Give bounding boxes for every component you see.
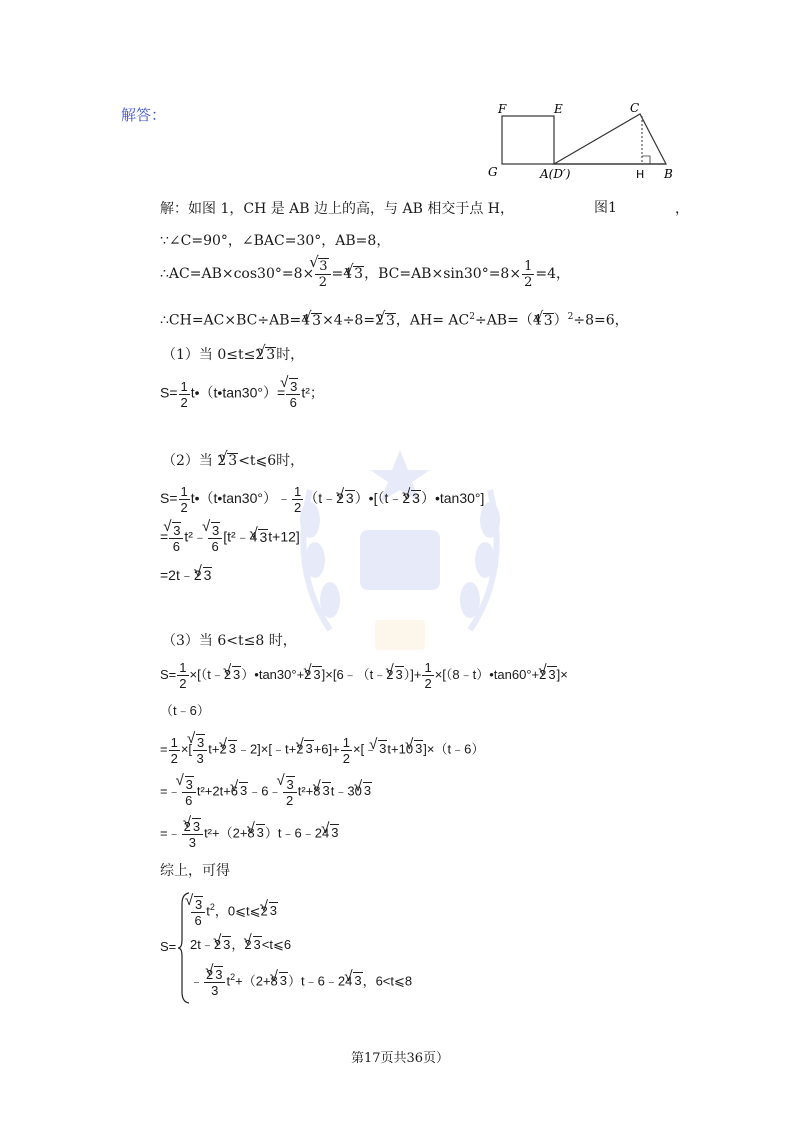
case1-equation: S= $\frac{1}{2}$ t•（t•tan30°）= √ $\frac{3}{6}$ t²； xyxy=(160,378,324,410)
text-line-1-comma: ， xyxy=(675,201,689,217)
label-B: B xyxy=(664,167,673,181)
text-line-3: ∴AC=AB×cos30°=8× √ $\frac{3}{2}$ =4√ 3，BC=AB×sin30°=8× $\frac{1}{2}$ =4， xyxy=(160,258,570,290)
case2-equation-1: S= $\frac{1}{2}$ t•（t•tan30°）﹣ $\frac{1}{2}$ （t﹣2√ 3）•[（t﹣2√ 3）•tan30°] xyxy=(160,484,484,515)
case3-equation-2: = $\frac{1}{2}$ ×[ √ $\frac{3}{3}$ t+2√ 3﹣2]×[﹣t+2√ 3+6]+ $\frac{1}{2}$ ×[﹣√ 3t+10√ 3]×（t﹣6） xyxy=(160,734,484,766)
label-A: A(D′) xyxy=(540,167,571,181)
page-footer: 第17页共36页） xyxy=(350,1051,450,1066)
label-F: F xyxy=(498,102,507,116)
piecewise-case-3: ﹣ $\frac{2√ 3}{3}$ $t^2+(2+8√$ 3）t﹣6﹣24√ 3，6<t⩽8 xyxy=(190,966,412,998)
piecewise-case-2: 2t﹣2√ 3，2√ 3<t⩽6 xyxy=(190,936,291,954)
text-line-1: 解：如图 1，CH 是 AB 边上的高，与 AB 相交于点 H， xyxy=(160,201,514,217)
piecewise-s-label: S= xyxy=(160,939,177,954)
case1-heading: （1）当 0≤t≤2√ 3时， xyxy=(162,346,304,364)
label-H: H xyxy=(636,168,645,181)
case2-equation-2: = √ $\frac{3}{6}$ t²﹣ √ $\frac{3}{6}$ [t²﹣4√ 3t+12] xyxy=(160,522,300,554)
text-line-4: ∴CH=AC×BC÷AB=4√ 3×4÷8=2√ 3，$AH= AC^2\div AB=(4√$ 3）$^2$÷8=6， xyxy=(160,308,629,330)
case3-equation-1-cont: （t﹣6） xyxy=(160,703,210,718)
watermark-logo xyxy=(270,430,530,670)
case2-equation-3: =2t﹣2√ 3 xyxy=(160,566,212,584)
case3-heading: （3）当 6<t≤8 时， xyxy=(162,633,297,649)
case3-equation-4: =﹣ $\frac{2√ 3}{3}$ t²+（2+8√ 3）t﹣6﹣24√ 3 xyxy=(160,818,339,850)
answer-label: 解答： xyxy=(121,106,167,124)
piecewise-case-1: √ $\frac{3}{6}$ $t^2$，0⩽t⩽2√ 3 xyxy=(190,896,278,928)
case2-heading: （2）当 2√ 3<t⩽6时， xyxy=(162,452,304,470)
label-C: C xyxy=(630,101,640,115)
case3-equation-1: S= $\frac{1}{2}$ ×[（t﹣2√ 3）•tan30°+2√ 3]×[6﹣（t﹣2√ 3）]+ $\frac{1}{2}$ ×[（8﹣t）•tan60°+2√ 3]× xyxy=(160,660,568,691)
figure-caption: 图1 xyxy=(594,200,617,216)
geometry-figure xyxy=(480,96,680,188)
case3-equation-3: =﹣ √ $\frac{3}{6}$ t²+2t+6√ 3﹣6﹣ √ $\frac{3}{2}$ t²+8√ 3t﹣30√ 3 xyxy=(160,776,372,808)
label-G: G xyxy=(488,165,498,179)
label-E: E xyxy=(554,102,563,116)
summary-text: 综上，可得 xyxy=(160,863,230,879)
text-line-2: ∵∠C=90°，∠BAC=30°，AB=8， xyxy=(160,233,391,249)
